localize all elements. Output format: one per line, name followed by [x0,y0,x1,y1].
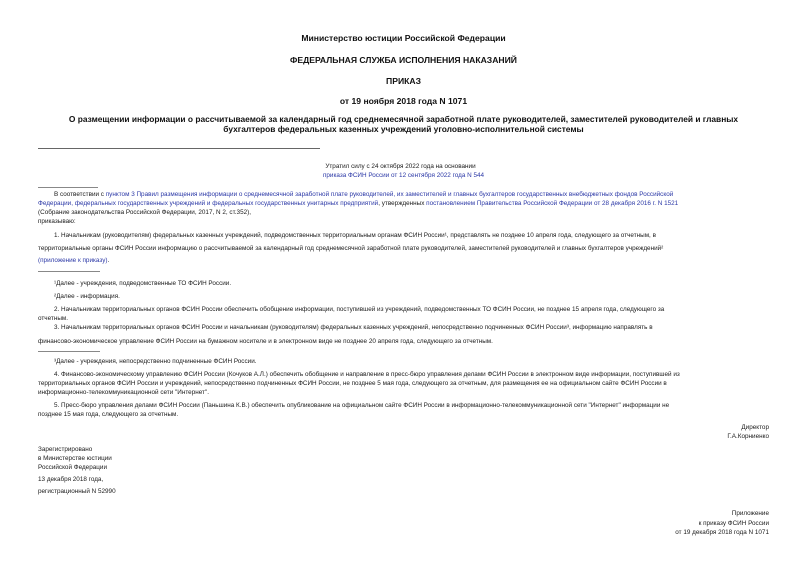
item-1-line-3: (приложение к приказу). [38,257,110,264]
item-2-line-1: 2. Начальникам территориальных органов ФСИН России обеспечить обобщение информации, поступившей из учреждений, подведомственных ТО ФСИН России, не позднее 15 апреля года, следующего за [54,306,665,313]
preamble-line-2: Федерации, федеральных государственных учреждений и федеральных государственных унитарных предприятий, утвержденных постановлением Правительства Российской Федерации от 28 декабря 2016 г. N 1521 [38,200,679,207]
item-1-line-1: 1. Начальникам (руководителям) федеральных казенных учреждений, подведомственных территориальным органам ФСИН России¹, представлять не позднее 10 апреля года, следующего за отчетным, в [54,232,656,239]
item-4-line-1: 4. Финансово-экономическому управлению ФСИН России (Кочуков А.Л.) обеспечить обобщение и направление в пресс-бюро управления делами ФСИН России в электронном виде информации, поступившей из [54,371,680,378]
item-4-line-3: информационно-телекоммуникационной сети "Интернет". [38,389,209,396]
item-1-line-2: территориальные органы ФСИН России информацию о рассчитываемой за календарный год среднемесячной заработной плате руководителей, заместителей руководителей и главных бухгалтеров учреждений² [38,245,664,252]
registration-line-5: регистрационный N 52990 [38,488,116,495]
registration-line-1: Зарегистрировано [38,446,93,453]
doc-type-heading: ПРИКАЗ [386,76,421,86]
footnote-separator-2 [38,351,100,352]
appendix-line-2: к приказу ФСИН России [698,520,769,527]
item-4-line-2: территориальных органов ФСИН России и учреждений, непосредственно подчиненных ФСИН России, не позднее 5 мая года, следующего за отчетным, для размещения ее на официальном сайте ФСИН России в [38,380,667,387]
order-title-line-2: бухгалтеров федеральных казенных учреждений уголовно-исполнительной системы [223,124,584,134]
item-3-line-2: финансово-экономическое управление ФСИН России на бумажном носителе и в электронном виде не позднее 20 апреля года, следующего за отчетным. [38,338,493,345]
preamble-line-1: В соответствии с пунктом 3 Правил размещения информации о среднемесячной заработной плате руководителей, их заместителей и главных бухгалтеров государственных внебюджетных фондов Российской [54,191,674,198]
status-note-text: Утратил силу с 24 октября 2022 года на основании [325,163,476,170]
item-5-line-2: позднее 15 мая года, следующего за отчетным. [38,411,179,418]
footnote-separator-1 [38,271,100,272]
registration-line-4: 13 декабря 2018 года, [38,476,104,483]
appendix-link[interactable]: (приложение к приказу) [38,257,108,264]
service-heading: ФЕДЕРАЛЬНАЯ СЛУЖБА ИСПОЛНЕНИЯ НАКАЗАНИЙ [290,55,517,65]
item-5-line-1: 5. Пресс-бюро управления делами ФСИН России (Паньшина К.В.) обеспечить опубликование на официальном сайте ФСИН России в информационно-телекоммуникационной сети "Интернет" информации не [54,402,670,409]
signatory-position: Директор [741,424,769,431]
footnote-2: ²Далее - информация. [54,293,120,300]
order-title-line-1: О размещении информации о рассчитываемой за календарный год среднемесячной заработной плате руководителей, заместителей руководителей и главных [68,114,739,124]
order-date-number: от 19 ноября 2018 года N 1071 [339,96,468,106]
item-2-line-2: отчетным. [38,315,69,322]
government-resolution-link[interactable]: постановлением Правительства Российской Федерации от 28 декабря 2016 г. N 1521 [426,200,679,207]
footnote-1: ¹Далее - учреждения, подведомственные ТО ФСИН России. [54,280,232,287]
footnote-3: ³Далее - учреждения, непосредственно подчиненные ФСИН России. [54,358,257,365]
status-separator [38,187,98,188]
ministry-heading: Министерство юстиции Российской Федерации [301,33,506,43]
appendix-line-1: Приложение [731,510,769,517]
appendix-line-3: от 19 декабря 2018 года N 1071 [675,529,769,536]
signatory-name: Г.А.Корниенко [727,433,769,440]
status-note-link-line [0,171,807,180]
registration-line-3: Российской Федерации [38,464,107,471]
rules-point-3-link[interactable]: пунктом 3 Правил размещения информации о среднемесячной заработной плате руководителей, их заместителей и главных бухгалтеров государственных внебюджетных фондов Российской [105,191,674,198]
rules-continuation-link[interactable]: Федерации, федеральных государственных учреждений и федеральных государственных унитарных предприятий [38,200,379,207]
preamble-line-3: (Собрание законодательства Российской Федерации, 2017, N 2, ст.352), [38,209,252,216]
preamble-line-4: приказываю: [38,218,76,225]
header-separator [38,148,320,149]
registration-line-2: в Министерстве юстиции [38,455,112,462]
repeal-order-link[interactable]: приказа ФСИН России от 12 сентября 2022 года N 544 [322,172,485,179]
item-3-line-1: 3. Начальникам территориальных органов ФСИН России и начальникам (руководителям) федеральных казенных учреждений, непосредственно подчиненных ФСИН России³, информацию направлять в [54,324,653,331]
